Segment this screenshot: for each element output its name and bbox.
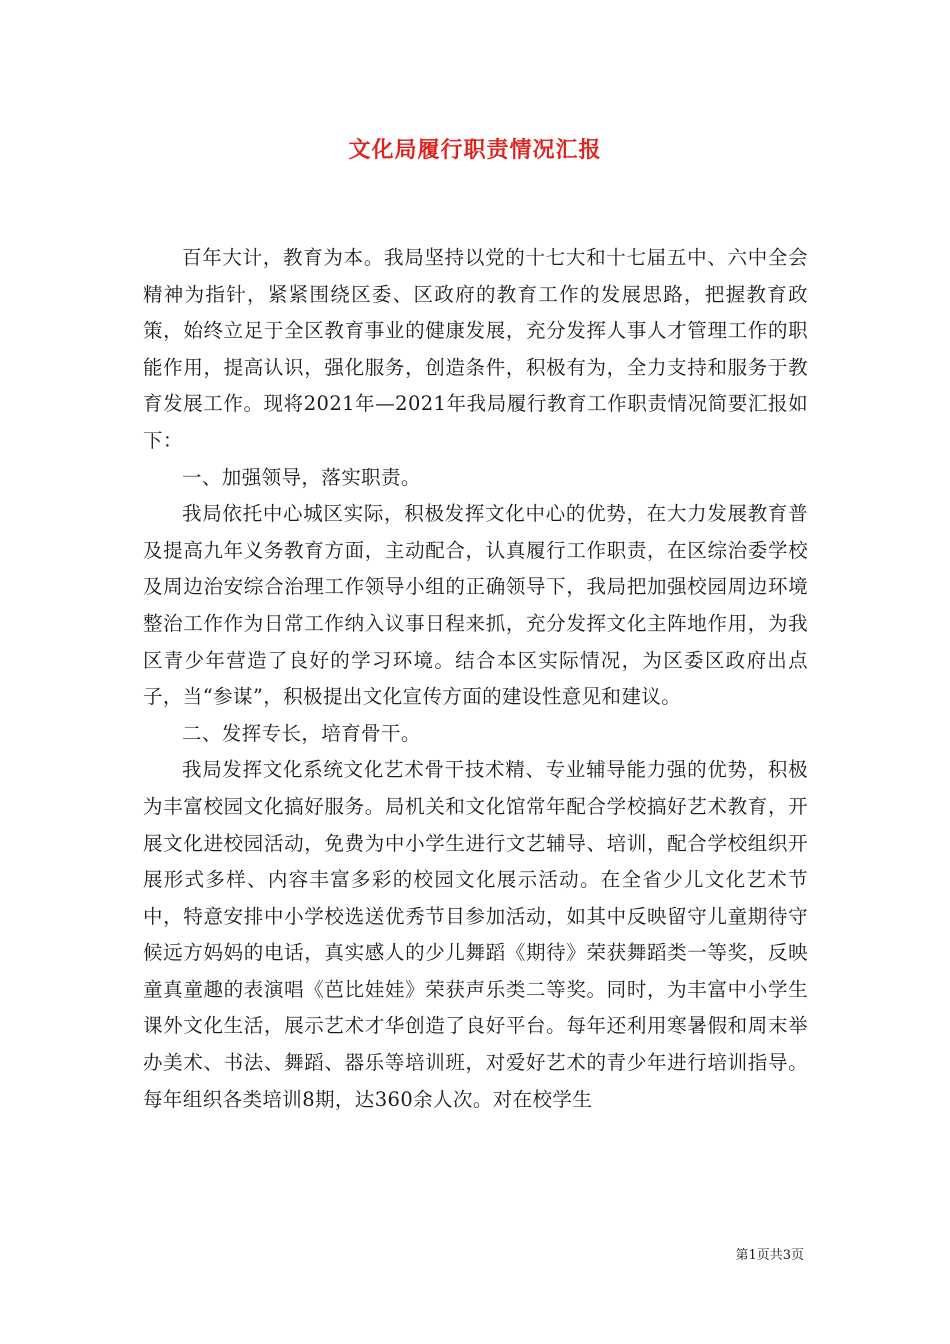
paragraph-section-2: 我局发挥文化系统文化艺术骨干技术精、专业辅导能力强的优势，积极为丰富校园文化搞好服务。局机关和文化馆常年配合学校搞好艺术教育，开展文化进校园活动，免费为中小学生进行文艺辅导、培训，配合学校组织开展形式多样、内容丰富多彩的校园文化展示活动。在全省少儿文化艺术节中，特意安排中小学校选送优秀节目参加活动，如其中反映留守儿童期待守候远方妈妈的电话，真实感人的少儿舞蹈《期待》荣获舞蹈类一等奖，反映童真童趣的表演唱《芭比娃娃》荣获声乐类二等奖。同时，为丰富中小学生课外文化生活，展示艺术才华创造了良好平台。每年还利用寒暑假和周末举办美术、书法、舞蹈、器乐等培训班，对爱好艺术的青少年进行培训指导。每年组织各类培训8期，达360余人次。对在校学生 — [143, 758, 808, 1111]
page-number-footer: 第1页共3页 — [735, 1248, 804, 1263]
document-title: 文化局履行职责情况汇报 — [348, 137, 602, 163]
section-heading-1: 一、加强领导，落实职责。 — [182, 465, 421, 489]
section-heading-2: 二、发挥专长，培育骨干。 — [182, 721, 421, 745]
document-body — [143, 240, 808, 1118]
paragraph-intro: 百年大计，教育为本。我局坚持以党的十七大和十七届五中、六中全会精神为指针，紧紧围绕区委、区政府的教育工作的发展思路，把握教育政策，始终立足于全区教育事业的健康发展，充分发挥人事人才管理工作的职能作用，提高认识，强化服务，创造条件，积极有为，全力支持和服务于教育发展工作。现将2021年—2021年我局履行教育工作职责情况简要汇报如下： — [143, 246, 808, 452]
paragraph-section-1: 我局依托中心城区实际，积极发挥文化中心的优势，在大力发展教育普及提高九年义务教育方面，主动配合，认真履行工作职责，在区综治委学校及周边治安综合治理工作领导小组的正确领导下，我局把加强校园周边环境整治工作作为日常工作纳入议事日程来抓，充分发挥文化主阵地作用，为我区青少年营造了良好的学习环境。结合本区实际情况，为区委区政府出点子，当“参谋”，积极提出文化宣传方面的建设性意见和建议。 — [143, 502, 808, 709]
